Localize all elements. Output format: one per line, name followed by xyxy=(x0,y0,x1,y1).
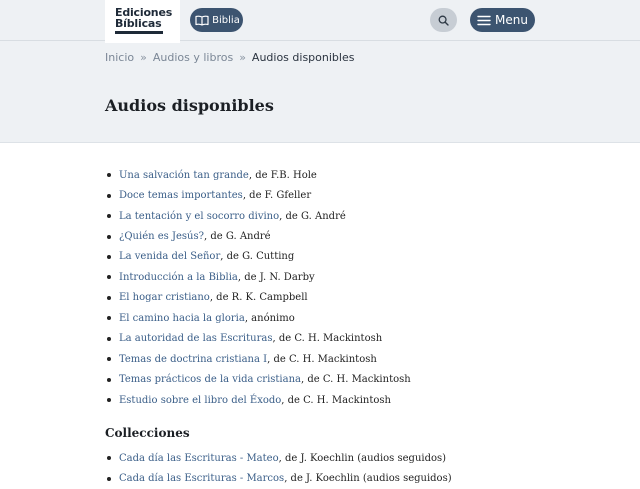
biblia-label: Biblia xyxy=(212,14,240,26)
breadcrumb-separator: » xyxy=(239,50,246,64)
hamburger-icon xyxy=(477,15,491,26)
list-item xyxy=(105,288,545,308)
item-author: , de R. K. Campbell xyxy=(209,292,308,304)
item-author: , de C. H. Mackintosh xyxy=(267,353,377,365)
collections-heading: Collecciones xyxy=(105,426,190,440)
list-item xyxy=(105,206,545,226)
breadcrumb-link-inicio[interactable]: Inicio xyxy=(105,50,135,64)
item-author: , de F.B. Hole xyxy=(248,169,317,181)
item-link[interactable]: El hogar cristiano xyxy=(119,292,210,304)
item-link[interactable]: Una salvación tan grande xyxy=(119,169,249,181)
book-icon xyxy=(195,15,209,26)
item-link[interactable]: Doce temas importantes xyxy=(119,190,243,202)
search-icon xyxy=(438,15,449,26)
menu-label: Menu xyxy=(495,13,528,27)
item-link[interactable]: Introducción a la Biblia xyxy=(119,271,238,283)
item-link[interactable]: El camino hacia la gloria xyxy=(119,312,245,324)
breadcrumb-separator: » xyxy=(140,50,147,64)
list-item xyxy=(105,165,545,185)
logo-line-2: Bíblicas xyxy=(115,17,162,30)
list-item xyxy=(105,369,545,389)
item-author: , de F. Gfeller xyxy=(242,190,312,202)
item-author: , de G. Cutting xyxy=(220,251,295,263)
collections-list xyxy=(105,448,545,489)
item-link[interactable]: Cada día las Escrituras - Marcos xyxy=(119,473,285,485)
menu-button[interactable] xyxy=(470,8,535,32)
list-item xyxy=(105,308,545,328)
item-link[interactable]: Temas de doctrina cristiana I xyxy=(119,353,268,365)
breadcrumb xyxy=(105,50,354,64)
logo-underline xyxy=(115,31,163,34)
page-header xyxy=(0,0,640,143)
list-item xyxy=(105,226,545,246)
list-item xyxy=(105,267,545,287)
item-link[interactable]: Temas prácticos de la vida cristiana xyxy=(119,374,301,386)
item-author: , de J. Koechlin (audios seguidos) xyxy=(284,473,452,485)
biblia-button[interactable] xyxy=(190,8,243,32)
audio-list xyxy=(105,165,545,410)
item-link[interactable]: La autoridad de las Escrituras xyxy=(119,333,273,345)
item-author: , de J. N. Darby xyxy=(237,271,315,283)
logo-line-1: Ediciones xyxy=(115,6,173,19)
search-button[interactable] xyxy=(430,8,457,32)
list-item xyxy=(105,185,545,205)
item-link[interactable]: Cada día las Escrituras - Mateo xyxy=(119,452,279,464)
item-author: , de C. H. Mackintosh xyxy=(272,333,383,345)
item-author: , de C. H. Mackintosh xyxy=(300,374,411,386)
list-item xyxy=(105,448,545,468)
breadcrumb-link-audios-y-libros[interactable]: Audios y libros xyxy=(152,50,234,64)
site-logo[interactable] xyxy=(105,0,180,43)
item-author: , de G. André xyxy=(279,210,346,222)
list-item xyxy=(105,329,545,349)
item-author: , de G. André xyxy=(203,231,271,243)
item-link[interactable]: Estudio sobre el libro del Éxodo xyxy=(119,394,282,406)
list-item xyxy=(105,247,545,267)
item-author: , de C. H. Mackintosh xyxy=(281,394,391,406)
item-link[interactable]: La tentación y el socorro divino xyxy=(119,210,280,222)
list-item xyxy=(105,349,545,369)
list-item xyxy=(105,390,545,410)
item-link[interactable]: La venida del Señor xyxy=(119,251,221,263)
list-item xyxy=(105,468,545,488)
item-author: , anónimo xyxy=(244,312,295,324)
header-divider xyxy=(0,40,640,41)
item-author: , de J. Koechlin (audios seguidos) xyxy=(278,452,447,464)
breadcrumb-current: Audios disponibles xyxy=(251,50,355,64)
page-title: Audios disponibles xyxy=(105,96,274,115)
item-link[interactable]: ¿Quién es Jesús? xyxy=(119,231,204,243)
